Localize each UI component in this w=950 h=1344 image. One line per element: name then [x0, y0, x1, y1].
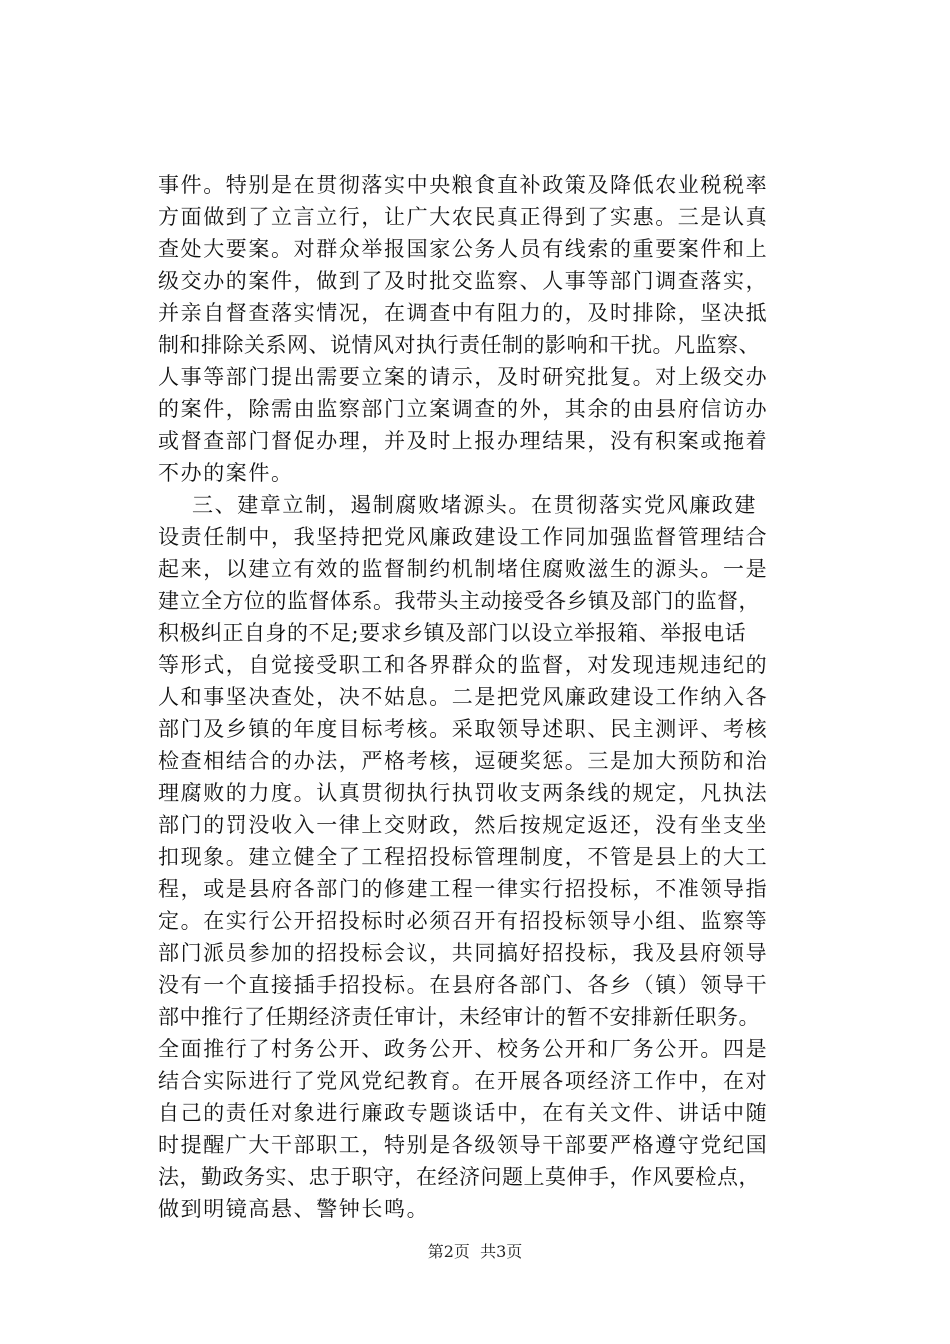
text-line: 建立全方位的监督体系。我带头主动接受各乡镇及部门的监督， [158, 589, 760, 613]
text-line: 人和事坚决查处，决不姑息。二是把党风廉政建设工作纳入各 [158, 685, 769, 709]
page-number: 第2页 共3页 [427, 1242, 523, 1261]
text-line: 起来，以建立有效的监督制约机制堵住腐败滋生的源头。一是 [158, 557, 769, 581]
text-line: 或督查部门督促办理，并及时上报办理结果，没有积案或拖着 [158, 429, 769, 453]
text-line: 制和排除关系网、说情风对执行责任制的影响和干扰。凡监察、 [158, 333, 760, 357]
text-line: 设责任制中，我坚持把党风廉政建设工作同加强监督管理结合 [158, 525, 769, 549]
text-line: 级交办的案件，做到了及时批交监察、人事等部门调查落实， [158, 269, 769, 293]
text-line: 等形式，自觉接受职工和各界群众的监督，对发现违规违纪的 [158, 653, 769, 677]
text-line: 人事等部门提出需要立案的请示，及时研究批复。对上级交办 [158, 365, 769, 389]
text-line: 理腐败的力度。认真贯彻执行执罚收支两条线的规定，凡执法 [158, 781, 769, 805]
page-footer [0, 1242, 950, 1262]
text-line: 积极纠正自身的不足;要求乡镇及部门以设立举报箱、举报电话 [158, 621, 747, 645]
text-line: 部门派员参加的招投标会议，共同搞好招投标，我及县府领导 [158, 941, 769, 965]
text-line: 方面做到了立言立行，让广大农民真正得到了实惠。三是认真 [158, 205, 769, 229]
paragraph-start-line: 三、建章立制，遏制腐败堵源头。在贯彻落实党风廉政建 [192, 493, 757, 517]
text-line: 时提醒广大干部职工，特别是各级领导干部要严格遵守党纪国 [158, 1133, 769, 1157]
text-line: 部门的罚没收入一律上交财政，然后按规定返还，没有坐支坐 [158, 813, 769, 837]
text-line: 程，或是县府各部门的修建工程一律实行招投标，不准领导指 [158, 877, 769, 901]
text-line: 事件。特别是在贯彻落实中央粮食直补政策及降低农业税税率 [158, 173, 769, 197]
text-line: 不办的案件。 [158, 461, 294, 485]
text-line: 检查相结合的办法，严格考核，逗硬奖惩。三是加大预防和治 [158, 749, 769, 773]
text-line: 扣现象。建立健全了工程招投标管理制度，不管是县上的大工 [158, 845, 769, 869]
text-line: 全面推行了村务公开、政务公开、校务公开和厂务公开。四是 [158, 1037, 769, 1061]
body-text [158, 169, 858, 1225]
text-line: 并亲自督查落实情况，在调查中有阻力的，及时排除，坚决抵 [158, 301, 769, 325]
text-line: 查处大要案。对群众举报国家公务人员有线索的重要案件和上 [158, 237, 769, 261]
text-line: 结合实际进行了党风党纪教育。在开展各项经济工作中，在对 [158, 1069, 769, 1093]
text-line: 做到明镜高悬、警钟长鸣。 [158, 1197, 430, 1221]
text-line: 自己的责任对象进行廉政专题谈话中，在有关文件、讲话中随 [158, 1101, 769, 1125]
text-line: 定。在实行公开招投标时必须召开有招投标领导小组、监察等 [158, 909, 769, 933]
text-line: 的案件，除需由监察部门立案调查的外，其余的由县府信访办 [158, 397, 769, 421]
text-line: 没有一个直接插手招投标。在县府各部门、各乡（镇）领导干 [158, 973, 769, 997]
text-line: 法，勤政务实、忠于职守，在经济问题上莫伸手，作风要检点， [158, 1165, 760, 1189]
text-line: 部门及乡镇的年度目标考核。采取领导述职、民主测评、考核 [158, 717, 769, 741]
text-line: 部中推行了任期经济责任审计，未经审计的暂不安排新任职务。 [158, 1005, 760, 1029]
